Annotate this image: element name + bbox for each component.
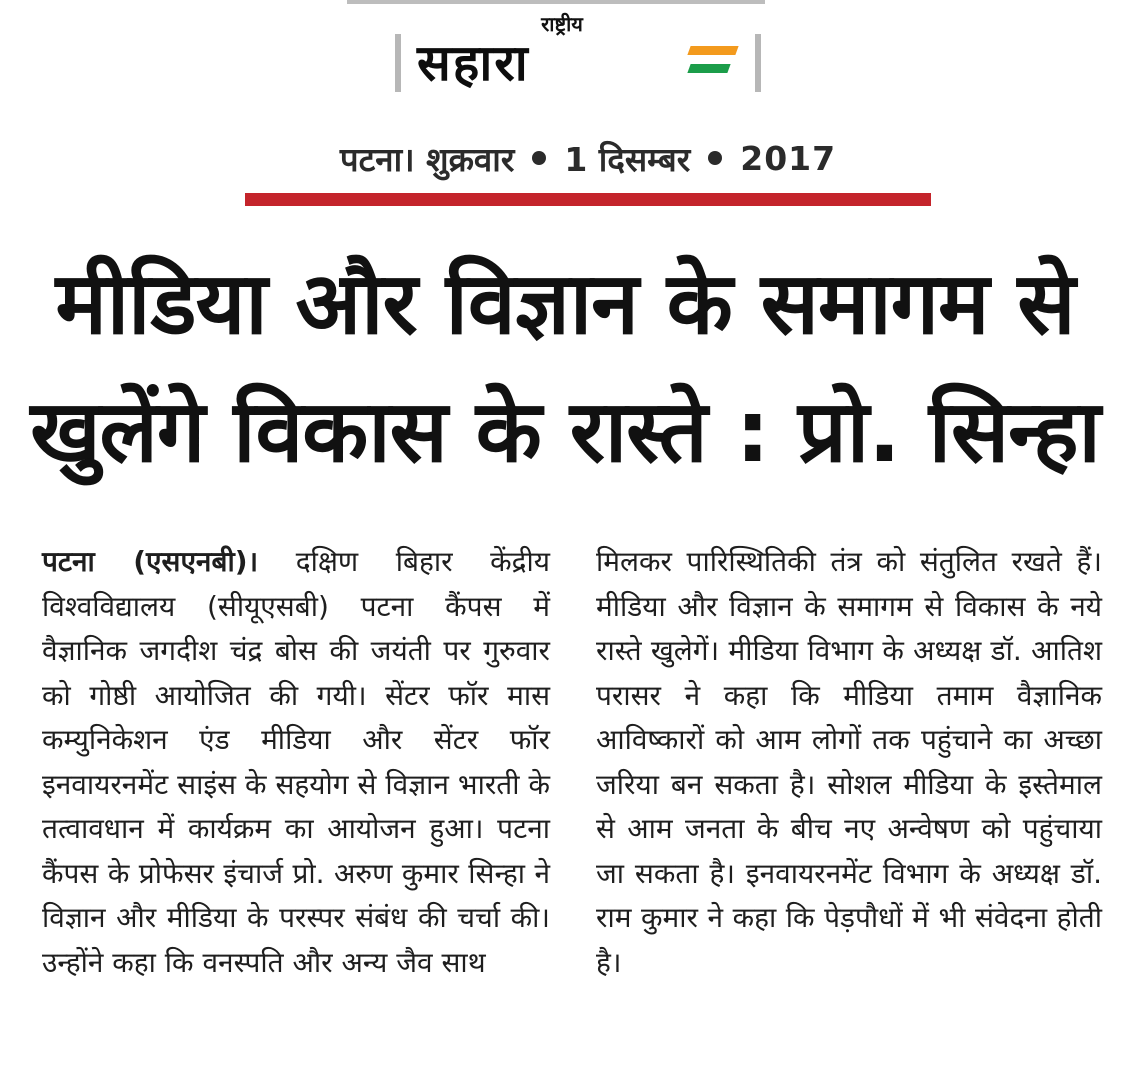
- flag-saffron-stripe: [687, 46, 738, 55]
- article-column-1: [42, 540, 550, 985]
- masthead: [347, 0, 765, 100]
- column-1-text: दक्षिण बिहार केंद्रीय विश्वविद्यालय (सीयूएसबी) पटना कैंपस में वैज्ञानिक जगदीश चंद्र बोस की जयंती पर गुरुवार को गोष्ठी आयोजित की गयी। सेंटर फॉर मास कम्युनिकेशन एंड मीडिया और सेंटर फॉर इनवायरनमेंट साइंस के सहयोग से विज्ञान भारती के तत्वावधान में कार्यक्रम का आयोजन हुआ। पटना कैंपस के प्रोफेसर इंचार्ज प्रो. अरुण कुमार सिन्हा ने विज्ञान और मीडिया के परस्पर संबंध की चर्चा की। उन्होंने कहा कि वनस्पति और अन्य जैव साथ: [42, 545, 550, 979]
- red-divider: [245, 193, 931, 206]
- dateline: [245, 130, 931, 186]
- dateline-date: 1 दिसम्बर: [564, 139, 691, 179]
- dateline-city-day: पटना। शुक्रवार: [339, 139, 515, 179]
- dateline-year: 2017: [740, 138, 837, 178]
- bullet-dot-icon: [532, 151, 546, 165]
- masthead-left-bar: [395, 34, 401, 92]
- tricolor-flag-icon: [689, 46, 737, 76]
- article-headline: [30, 240, 1100, 496]
- headline-line-1: मीडिया और विज्ञान के समागम से: [55, 254, 1075, 354]
- flag-green-stripe: [687, 64, 730, 73]
- article-column-2: [596, 540, 1102, 985]
- newspaper-logo: सहारा: [417, 34, 530, 92]
- masthead-right-bar: [755, 34, 761, 92]
- masthead-kicker: राष्ट्रीय: [541, 12, 583, 36]
- bullet-dot-icon: [708, 151, 722, 165]
- article-byline: पटना (एसएनबी)।: [42, 545, 259, 578]
- headline-line-2: खुलेंगे विकास के रास्ते : प्रो. सिन्हा: [30, 382, 1100, 482]
- column-2-text: मिलकर पारिस्थितिकी तंत्र को संतुलित रखते हैं। मीडिया और विज्ञान के समागम से विकास के नये रास्ते खुलेगें। मीडिया विभाग के अध्यक्ष डॉ. आतिश परासर ने कहा कि मीडिया तमाम वैज्ञानिक आविष्कारों को आम लोगों तक पहुंचाने का अच्छा जरिया बन सकता है। सोशल मीडिया के इस्तेमाल से आम जनता के बीच नए अन्वेषण को पहुंचाया जा सकता है। इनवायरनमेंट विभाग के अध्यक्ष डॉ. राम कुमार ने कहा कि पेड़पौधों में भी संवेदना होती है।: [596, 545, 1102, 979]
- masthead-top-rule: [347, 0, 765, 4]
